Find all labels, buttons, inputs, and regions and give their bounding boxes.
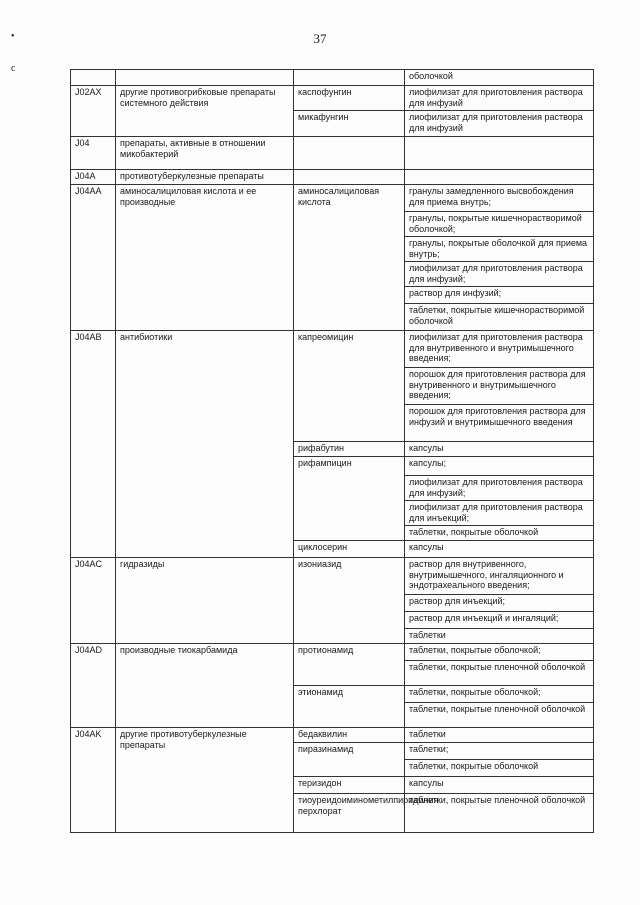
drug-name-cell: каспофунгин	[294, 86, 405, 111]
margin-mark: c	[11, 63, 16, 74]
dosage-form-cell: раствор для инъекций и ингаляций;	[405, 612, 594, 629]
dosage-form-cell: таблетки;	[405, 743, 594, 760]
table-row	[71, 558, 594, 595]
dosage-form-cell: таблетки, покрытые кишечнорастворимой оболочкой	[405, 304, 594, 331]
dosage-form-cell: порошок для приготовления раствора для инфузий и внутримышечного введения	[405, 405, 594, 442]
table-row	[71, 137, 594, 170]
atc-code-cell: J04AK	[71, 728, 116, 833]
dosage-form-cell: лиофилизат для приготовления раствора для инфузий	[405, 86, 594, 111]
drug-name-cell: бедаквилин	[294, 728, 405, 743]
dosage-form-cell: лиофилизат для приготовления раствора для инъекций;	[405, 501, 594, 526]
dosage-form-cell: капсулы	[405, 442, 594, 457]
dosage-form-cell: гранулы замедленного высвобождения для приема внутрь;	[405, 185, 594, 212]
dosage-form-cell: гранулы, покрытые оболочкой для приема внутрь;	[405, 237, 594, 262]
group-name-cell	[116, 70, 294, 86]
dosage-form-cell: таблетки, покрытые оболочкой;	[405, 686, 594, 703]
drug-name-cell: протионамид	[294, 644, 405, 686]
page-number: 37	[313, 31, 327, 46]
dosage-form-cell: капсулы;	[405, 457, 594, 476]
dosage-form-cell: таблетки, покрытые оболочкой	[405, 526, 594, 541]
group-name-cell: производные тиокарбамида	[116, 644, 294, 728]
drug-name-cell: циклосерин	[294, 541, 405, 558]
dosage-form-cell	[405, 170, 594, 185]
dosage-form-cell: капсулы	[405, 541, 594, 558]
group-name-cell: препараты, активные в отношении микобактерий	[116, 137, 294, 170]
drug-name-cell: микафунгин	[294, 111, 405, 137]
group-name-cell: противотуберкулезные препараты	[116, 170, 294, 185]
table-row	[71, 185, 594, 212]
dosage-form-cell: таблетки, покрытые пленочной оболочкой	[405, 661, 594, 686]
table-row	[71, 728, 594, 743]
drug-name-cell	[294, 170, 405, 185]
drug-name-cell: изониазид	[294, 558, 405, 644]
dosage-form-cell: оболочкой	[405, 70, 594, 86]
dosage-form-cell: гранулы, покрытые кишечнорастворимой оболочкой;	[405, 212, 594, 237]
group-name-cell: другие противогрибковые препараты системного действия	[116, 86, 294, 137]
group-name-cell: другие противотуберкулезные препараты	[116, 728, 294, 833]
drug-name-cell: этионамид	[294, 686, 405, 728]
table-row	[71, 170, 594, 185]
dosage-form-cell: раствор для инъекций;	[405, 595, 594, 612]
atc-code-cell: J04A	[71, 170, 116, 185]
drug-name-cell: капреомицин	[294, 331, 405, 442]
drug-name-cell	[294, 70, 405, 86]
atc-code-cell: J02AX	[71, 86, 116, 137]
table-row	[71, 70, 594, 86]
atc-code-cell: J04AD	[71, 644, 116, 728]
drug-name-cell: теризидон	[294, 777, 405, 794]
drug-name-cell: пиразинамид	[294, 743, 405, 777]
dosage-form-cell: порошок для приготовления раствора для внутривенного и внутримышечного введения;	[405, 368, 594, 405]
dosage-form-cell: таблетки, покрытые пленочной оболочкой	[405, 794, 594, 833]
atc-code-cell: J04	[71, 137, 116, 170]
drug-name-cell	[294, 137, 405, 170]
dosage-form-cell: таблетки	[405, 629, 594, 644]
group-name-cell: гидразиды	[116, 558, 294, 644]
table-row	[71, 644, 594, 661]
drug-name-cell: рифабутин	[294, 442, 405, 457]
dosage-form-cell: лиофилизат для приготовления раствора для инфузий	[405, 111, 594, 137]
dosage-form-cell: раствор для инфузий;	[405, 287, 594, 304]
dosage-form-cell: лиофилизат для приготовления раствора для инфузий;	[405, 262, 594, 287]
drug-name-cell: тиоуреидоиминометилпиридиния перхлорат	[294, 794, 405, 833]
drug-table	[70, 69, 594, 833]
group-name-cell: аминосалициловая кислота и ее производные	[116, 185, 294, 331]
dosage-form-cell: таблетки, покрытые пленочной оболочкой	[405, 703, 594, 728]
atc-code-cell: J04AA	[71, 185, 116, 331]
atc-code-cell: J04AC	[71, 558, 116, 644]
drug-name-cell: аминосалициловая кислота	[294, 185, 405, 331]
dosage-form-cell: таблетки, покрытые оболочкой	[405, 760, 594, 777]
drug-name-cell: рифампицин	[294, 457, 405, 541]
group-name-cell: антибиотики	[116, 331, 294, 558]
table-row	[71, 86, 594, 111]
dosage-form-cell: лиофилизат для приготовления раствора для внутривенного и внутримышечного введения;	[405, 331, 594, 368]
atc-code-cell	[71, 70, 116, 86]
dosage-form-cell: лиофилизат для приготовления раствора для инфузий;	[405, 476, 594, 501]
dosage-form-cell: капсулы	[405, 777, 594, 794]
atc-code-cell: J04AB	[71, 331, 116, 558]
dosage-form-cell	[405, 137, 594, 170]
dosage-form-cell: таблетки, покрытые оболочкой;	[405, 644, 594, 661]
margin-mark: •	[11, 31, 15, 42]
dosage-form-cell: раствор для внутривенного, внутримышечного, ингаляционного и эндотрахеального введения;	[405, 558, 594, 595]
table-row	[71, 331, 594, 368]
dosage-form-cell: таблетки	[405, 728, 594, 743]
